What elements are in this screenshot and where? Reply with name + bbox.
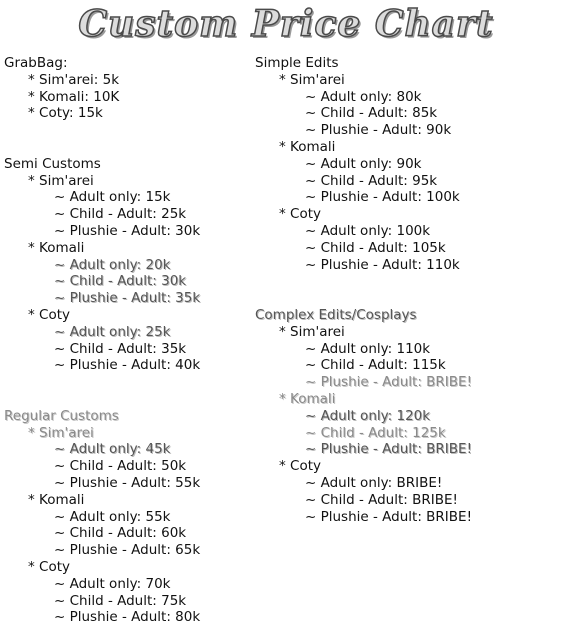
- character-label: * Coty: [279, 458, 322, 475]
- price-item: ~ Adult only: BRIBE!: [305, 474, 443, 491]
- character-label: * Coty: [28, 558, 71, 575]
- price-item: ~ Adult only: 45k: [54, 441, 171, 458]
- section-heading: GrabBag:: [4, 55, 68, 71]
- price-item: ~ Plushie - Adult: 35k: [54, 290, 201, 307]
- price-item: ~ Child - Adult: BRIBE!: [305, 491, 458, 508]
- price-item: ~ Child - Adult: 125k: [305, 424, 446, 441]
- price-item: ~ Adult only: 70k: [54, 575, 171, 592]
- section-heading: Simple Edits: [255, 55, 339, 71]
- price-item: ~ Adult only: 100k: [305, 222, 431, 239]
- left-column: [4, 55, 200, 626]
- character-label: * Sim'arei: [279, 323, 345, 340]
- price-item: ~ Plushie - Adult: 100k: [305, 189, 460, 206]
- price-item: ~ Plushie - Adult: BRIBE!: [305, 508, 472, 525]
- price-item: ~ Child - Adult: 115k: [305, 357, 446, 374]
- section-heading: Complex Edits/Cosplays: [255, 306, 417, 323]
- list-item: * Coty: 15k: [28, 105, 103, 122]
- price-item: ~ Child - Adult: 95k: [305, 172, 438, 189]
- character-label: * Komali: [279, 138, 336, 155]
- price-item: ~ Adult only: 15k: [54, 189, 171, 206]
- price-item: ~ Plushie - Adult: 110k: [305, 256, 460, 273]
- price-item: ~ Adult only: 80k: [305, 88, 422, 105]
- price-item: ~ Child - Adult: 105k: [305, 239, 446, 256]
- price-item: ~ Plushie - Adult: 65k: [54, 542, 201, 559]
- price-item: ~ Plushie - Adult: 30k: [54, 222, 201, 239]
- right-column: [255, 55, 472, 525]
- character-label: * Komali: [279, 390, 336, 407]
- character-label: * Coty: [279, 206, 322, 223]
- character-label: * Komali: [28, 491, 85, 508]
- price-item: ~ Adult only: 55k: [54, 508, 171, 525]
- price-item: ~ Adult only: 120k: [305, 407, 431, 424]
- price-item: ~ Adult only: 25k: [54, 323, 171, 340]
- price-item: ~ Plushie - Adult: 90k: [305, 122, 452, 139]
- price-item: ~ Plushie - Adult: BRIBE!: [305, 441, 472, 458]
- price-item: ~ Plushie - Adult: BRIBE!: [305, 374, 472, 391]
- price-item: ~ Plushie - Adult: 40k: [54, 357, 201, 374]
- character-label: * Komali: [28, 239, 85, 256]
- character-label: * Sim'arei: [28, 172, 94, 189]
- list-item: * Komali: 10K: [28, 88, 120, 105]
- list-item: * Sim'arei: 5k: [28, 71, 120, 88]
- price-item: ~ Child - Adult: 25k: [54, 206, 187, 223]
- price-item: ~ Child - Adult: 85k: [305, 105, 438, 122]
- price-item: ~ Adult only: 90k: [305, 155, 422, 172]
- price-item: ~ Child - Adult: 60k: [54, 525, 187, 542]
- section-heading: Semi Customs: [4, 155, 101, 172]
- price-item: ~ Child - Adult: 75k: [54, 592, 187, 609]
- price-item: ~ Child - Adult: 50k: [54, 458, 187, 475]
- page-title: Custom Price Chart: [78, 3, 494, 45]
- character-label: * Sim'arei: [28, 424, 94, 441]
- price-item: ~ Plushie - Adult: 55k: [54, 474, 201, 491]
- price-item: ~ Adult only: 20k: [54, 256, 171, 273]
- character-label: * Sim'arei: [279, 71, 345, 88]
- price-item: ~ Child - Adult: 30k: [54, 273, 187, 290]
- price-item: ~ Adult only: 110k: [305, 340, 431, 357]
- price-item: ~ Plushie - Adult: 80k: [54, 609, 201, 626]
- character-label: * Coty: [28, 306, 71, 323]
- price-item: ~ Child - Adult: 35k: [54, 340, 187, 357]
- section-heading: Regular Customs: [4, 407, 119, 424]
